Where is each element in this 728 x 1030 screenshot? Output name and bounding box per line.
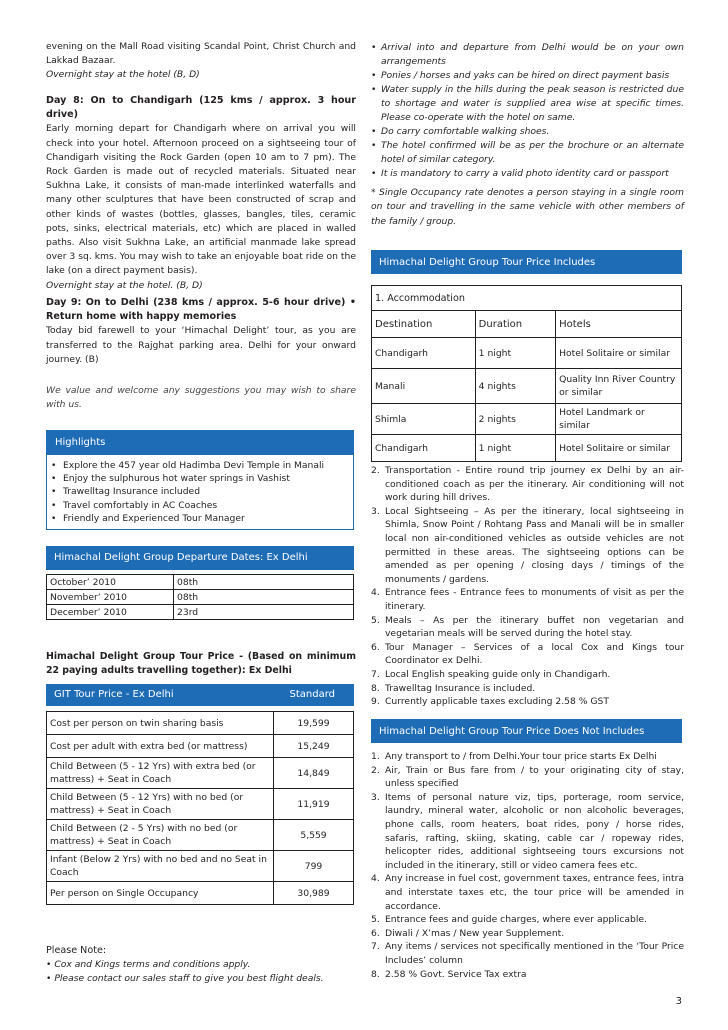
accommodation-label: 1. Accommodation [372,286,682,311]
excludes-item [371,940,684,967]
day8-body: Early morning depart for Chandigarh where on arrival you will check into your hotel. Afternoon proceed on a sightseeing tour of Chandigarh visiting the Rock Garden (open 10 am to 7 pm). The Rock Garden is made out of recycled materials. Situated near Sukhna Lake, it consists of man-made interlinked waterfalls and many other sculptures that have been constructed of scrap and other kinds of wastes (bottles, glasses, bangles, tiles, ceramic pots, sinks, electrical materials, etc) which are placed in walled paths. Also visit Sukhna Lake, an artificial manmade lake spread over 3 sq. kms. You may wish to take an enjoyable boat ride on the lake (on a direct payment basis). [46,123,356,277]
highlight-item: • Trawelltag Insurance included [51,485,353,498]
accommodation-cell: 1 night [475,338,555,369]
price-table [46,711,354,905]
accommodation-header: Hotels [556,311,682,338]
departure-month: November’ 2010 [47,590,174,605]
departure-date: 08th [174,590,354,605]
price-value: 30,989 [274,882,354,905]
item-number: 9. [371,696,380,708]
includes-item [371,614,684,641]
accommodation-cell: Shimla [372,404,476,435]
item-text: Entrance fees and guide charges, where ever applicable. [385,914,647,926]
accommodation-header-row [372,311,682,338]
accommodation-header: Destination [372,311,476,338]
excludes-item [371,750,684,764]
price-box [46,684,354,905]
note-item: • Please contact our sales staff to give you best flight deals. [46,973,324,985]
price-label: Per person on Single Occupancy [47,882,274,905]
price-value: 5,559 [274,820,354,851]
price-value: 14,849 [274,758,354,789]
price-band-label: GIT Tour Price - Ex Delhi [54,689,174,700]
accommodation-header: Duration [475,311,555,338]
excludes-item [371,872,684,913]
item-number: 2. [371,465,380,476]
item-text: Diwali / X’mas / New year Supplement. [385,927,565,939]
price-row [47,712,354,735]
item-text: Trawelltag Insurance is included. [385,682,536,694]
includes-item [371,695,684,709]
item-text: Items of personal nature viz, tips, porterage, room service, laundry, mineral water, alcoholic or non alcoholic beverages, phone calls, room heaters, boat rides, pony / horse rides, safaris, rafting, skiing, skating, cable car / ropeway rides, helicopter rides, additional sightseeing tours excursions not included in the itinerary, still or video camera fees etc. [385,791,684,871]
accommodation-cell: Hotel Landmark or similar [556,404,682,435]
accommodation-cell: Quality Inn River Country or similar [556,369,682,404]
day7-stay: Overnight stay at the hotel (B, D) [46,69,200,81]
price-label: Cost per person on twin sharing basis [47,712,274,735]
accommodation-row [372,338,682,369]
departure-date: 23rd [174,605,354,620]
includes-item [371,505,684,587]
item-number: 8. [371,968,380,980]
item-number: 6. [371,927,380,939]
item-text: Any transport to / from Delhi.Your tour price starts Ex Delhi [385,751,657,762]
price-row [47,882,354,905]
departure-row [47,605,354,620]
accommodation-row [372,369,682,404]
note-title: Please Note: [46,945,107,956]
accommodation-cell: 1 night [475,435,555,462]
excludes-item [371,764,684,791]
price-band-col: Standard [289,689,335,700]
item-number: 4. [371,873,380,885]
accommodation-cell: Chandigarh [372,338,476,369]
excludes-box [371,719,682,743]
day8-stay: Overnight stay at the hotel. (B, D) [46,279,203,291]
departure-month: October’ 2010 [47,575,174,590]
condition-item: • The hotel confirmed will be as per the brochure or an alternate hotel of similar category. [371,139,684,167]
condition-item: • Do carry comfortable walking shoes. [371,125,684,139]
includes-item [371,682,684,696]
highlights-title: Highlights [47,431,353,455]
price-value: 19,599 [274,712,354,735]
item-text: Air, Train or Bus fare from / to your originating city of stay, unless specified [385,764,684,790]
day8-title: Day 8: On to Chandigarh (125 kms / approx. 3 hour drive) [46,95,356,121]
accommodation-row [372,435,682,462]
price-value: 11,919 [274,789,354,820]
item-number: 8. [371,682,380,694]
condition-item: • Water supply in the hills during the peak season is restricted due to shortage and water is supplied area wise at specific times. Please co-operate with the hotel on same. [371,83,684,125]
item-text: 2.58 % Govt. Service Tax extra [385,968,527,980]
price-band [46,684,354,706]
highlights-box [46,430,354,530]
includes-box [371,250,682,274]
item-text: Local English speaking guide only in Chandigarh. [385,668,611,680]
accommodation-cell: Chandigarh [372,435,476,462]
price-row [47,735,354,758]
day7-continuation: evening on the Mall Road visiting Scandal Point, Christ Church and Lakkad Bazaar. [46,41,356,67]
highlights-list [47,455,353,529]
price-label: Child Between (5 - 12 Yrs) with extra bed (or mattress) + Seat in Coach [47,758,274,789]
departure-month: December’ 2010 [47,605,174,620]
page-number: 3 [675,996,682,1007]
price-value: 799 [274,851,354,882]
condition-item: • It is mandatory to carry a valid photo identity card or passport [371,167,684,181]
accommodation-table [371,285,682,462]
price-row [47,758,354,789]
price-label: Cost per adult with extra bed (or mattress) [47,735,274,758]
accommodation-cell: Manali [372,369,476,404]
includes-item [371,668,684,682]
item-number: 7. [371,941,380,953]
includes-title: Himachal Delight Group Tour Price Includes [371,250,682,274]
accommodation-cell: Hotel Solitaire or similar [556,338,682,369]
price-row [47,789,354,820]
price-label: Child Between (5 - 12 Yrs) with no bed (or mattress) + Seat in Coach [47,789,274,820]
note-item: • Cox and Kings terms and conditions apply. [46,959,251,971]
highlight-item: • Travel comfortably in AC Coaches [51,499,353,512]
item-number: 5. [371,614,380,626]
item-number: 6. [371,641,380,653]
highlight-item: • Explore the 457 year old Hadimba Devi Temple in Manali [51,459,353,472]
day9-title: Day 9: On to Delhi (238 kms / approx. 5-6 hour drive) • Return home with happy memories [46,297,356,323]
accommodation-cell: 2 nights [475,404,555,435]
accommodation-cell: 4 nights [475,369,555,404]
item-text: Currently applicable taxes excluding 2.58 % GST [385,696,609,708]
price-row [47,851,354,882]
price-value: 15,249 [274,735,354,758]
condition-item: • Ponies / horses and yaks can be hired on direct payment basis [371,69,684,83]
price-row [47,820,354,851]
includes-item [371,641,684,668]
excludes-item [371,968,684,982]
excludes-item [371,791,684,873]
day9-body: Today bid farewell to your ‘Himachal Delight’ tour, as you are transferred to the Rajghat parking area. Delhi for your onward journey. (B) [46,325,356,365]
includes-item [371,464,684,505]
item-text: Any increase in fuel cost, government taxes, entrance fees, intra and interstate taxes etc, the tour price will be amended in accordance. [385,873,684,912]
excludes-title: Himachal Delight Group Tour Price Does Not Includes [371,719,682,743]
departure-box [46,546,354,620]
item-number: 4. [371,587,380,599]
highlight-item: • Friendly and Experienced Tour Manager [51,512,353,525]
item-text: Local Sightseeing – As per the itinerary, local sightseeing in Shimla, Snow Point / Rohtang Pass and Manali will be in smaller local non air-conditioned vehicles as outside vehicles are not permitted in these areas. The sightseeing options can be amended as per opening / closing days / timings of the monuments / gardens. [385,505,684,585]
price-heading: Himachal Delight Group Tour Price - (Based on minimum 22 paying adults travelling together): Ex Delhi [46,651,356,676]
highlight-item: • Enjoy the sulphurous hot water springs in Vashist [51,472,353,485]
includes-list [371,464,684,709]
item-number: 3. [371,791,380,803]
excludes-item [371,913,684,927]
item-text: Any items / services not specifically mentioned in the ‘Tour Price Includes’ column [385,941,684,966]
condition-item: • Arrival into and departure from Delhi would be on your own arrangements [371,41,684,69]
departure-table [46,574,354,620]
item-number: 5. [371,914,380,926]
accommodation-cell: Hotel Solitaire or similar [556,435,682,462]
price-label: Child Between (2 - 5 Yrs) with no bed (or mattress) + Seat in Coach [47,820,274,851]
single-occupancy-note: * Single Occupancy rate denotes a person staying in a single room on tour and travelling in the same vehicle with other members of the family / group. [371,187,684,227]
includes-item [371,586,684,613]
welcome-note: We value and welcome any suggestions you may wish to share with us. [46,385,356,411]
departure-row [47,590,354,605]
conditions-list [371,41,684,181]
item-text: Tour Manager – Services of a local Cox and Kings tour Coordinator ex Delhi. [385,641,684,667]
departure-title: Himachal Delight Group Departure Dates: Ex Delhi [46,546,354,570]
item-number: 3. [371,505,380,517]
accommodation-row [372,404,682,435]
departure-row [47,575,354,590]
item-text: Transportation - Entire round trip journey ex Delhi by an air-conditioned coach as per the itinerary. Air conditioning will not work during hill drives. [385,465,684,504]
item-text: Meals – As per the itinerary buffet non vegetarian and vegetarian meals will be served during the hotel stay. [385,614,684,640]
item-number: 1. [371,751,380,762]
departure-date: 08th [174,575,354,590]
price-label: Infant (Below 2 Yrs) with no bed and no Seat in Coach [47,851,274,882]
item-number: 2. [371,764,380,776]
item-text: Entrance fees - Entrance fees to monuments of visit as per the itinerary. [385,587,684,612]
excludes-list [371,750,684,981]
item-number: 7. [371,668,380,680]
excludes-item [371,927,684,941]
